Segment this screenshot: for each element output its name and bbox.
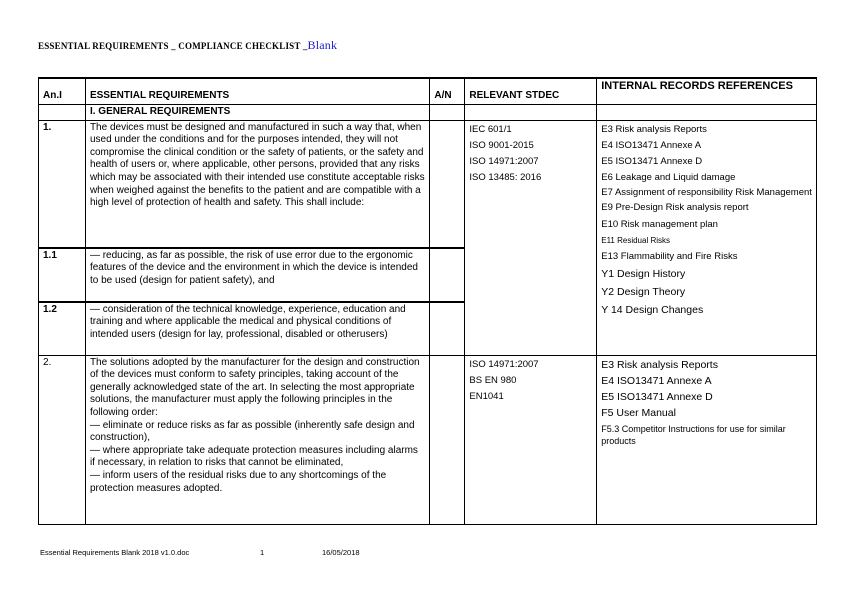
title-variant: Blank [307,38,338,52]
article-number: 1. [39,120,86,248]
standard: EN1041 [469,391,504,402]
standard: ISO 13485: 2016 [469,172,542,184]
record: E7 Assignment of responsibility Risk Management [601,187,812,199]
table-row [39,355,817,524]
record: E5 ISO13471 Annexe D [601,156,703,167]
record: E11 Residual Risks [601,235,671,245]
record: E6 Leakage and Liquid damage [601,172,736,184]
standard: ISO 14971:2007 [469,156,539,167]
standards-cell [465,355,597,524]
standard: BS EN 980 [469,374,517,386]
record: E4 ISO13471 Annexe A [601,374,712,387]
section-title: I. GENERAL REQUIREMENTS [85,105,429,121]
article-number: 1.2 [39,302,86,356]
standard: IEC 601/1 [469,123,512,135]
header-requirements: ESSENTIAL REQUIREMENTS [85,78,429,105]
records-cell [597,120,817,355]
record: E5 ISO13471 Annexe D [601,391,713,403]
record: E13 Flammability and Fire Risks [601,251,738,263]
record: E4 ISO13471 Annexe A [601,139,702,151]
records-cell [597,355,817,524]
record: E3 Risk analysis Reports [601,358,718,371]
header-records: INTERNAL RECORDS REFERENCES [597,78,817,105]
record: F5.3 Competitor Instructions for use for similar products [601,424,786,447]
requirement-text: — reducing, as far as possible, the risk of use error due to the ergonomic features of the device and the environment in which the device is intended to be used (design for patient safety), and [85,248,429,302]
requirement-text: — consideration of the technical knowledge, experience, education and training and where applicable the medical and physical conditions of intended users (design for lay, professional, disabled or otherusers) [85,302,429,356]
header-art: An.I [39,78,86,105]
footer-filename: Essential Requirements Blank 2018 v1.0.doc [40,548,190,557]
record: E3 Risk analysis Reports [601,123,707,135]
table-row [39,120,817,248]
standards-cell [465,120,597,355]
section-row [39,105,817,121]
compliance-table [38,77,817,525]
footer-date: 16/05/2018 [322,548,360,557]
record: E10 Risk management plan [601,218,718,230]
record: Y 14 Design Changes [601,304,704,317]
header-standards: RELEVANT STDEC [465,78,597,105]
document-title [38,38,337,53]
title-text: ESSENTIAL REQUIREMENTS _ COMPLIANCE CHECKLIST _ [38,41,308,51]
footer-page-number: 1 [260,548,265,557]
article-number: 1.1 [39,248,86,302]
standard: ISO 14971:2007 [469,358,539,370]
requirement-text: The devices must be designed and manufactured in such a way that, when used under the conditions and for the purposes intended, they will not compromise the clinical condition or the safety of patients, or the safety and health of users or, where applicable, other persons, provided that any risks which may be associated with their intended use constitute acceptable risks when weighed against the benefits to the patient and are compatible with a high level of protection of health and safety. This shall include: [85,120,429,248]
requirement-text: The solutions adopted by the manufacturer for the design and construction of the devices must conform to safety principles, taking account of the generally acknowledged state of the art. In selecting the most appropriate solutions, the manufacturer must apply the following principles in the following order: — eliminate or reduce risks as far as possible (inherently safe design and construction), — where appropriate take adequate protection measures including alarms if necessary, in relation to risks that cannot be eliminated, — inform users of the residual risks due to any shortcomings of the protection measures adopted. [85,355,429,524]
header-row [39,78,817,105]
record: Y2 Design Theory [601,286,686,299]
standard: ISO 9001-2015 [469,139,534,151]
header-an: A/N [430,78,465,105]
record: E9 Pre-Design Risk analysis report [601,202,749,214]
record: Y1 Design History [601,268,686,281]
record: F5 User Manual [601,407,676,420]
article-number: 2. [39,355,86,524]
